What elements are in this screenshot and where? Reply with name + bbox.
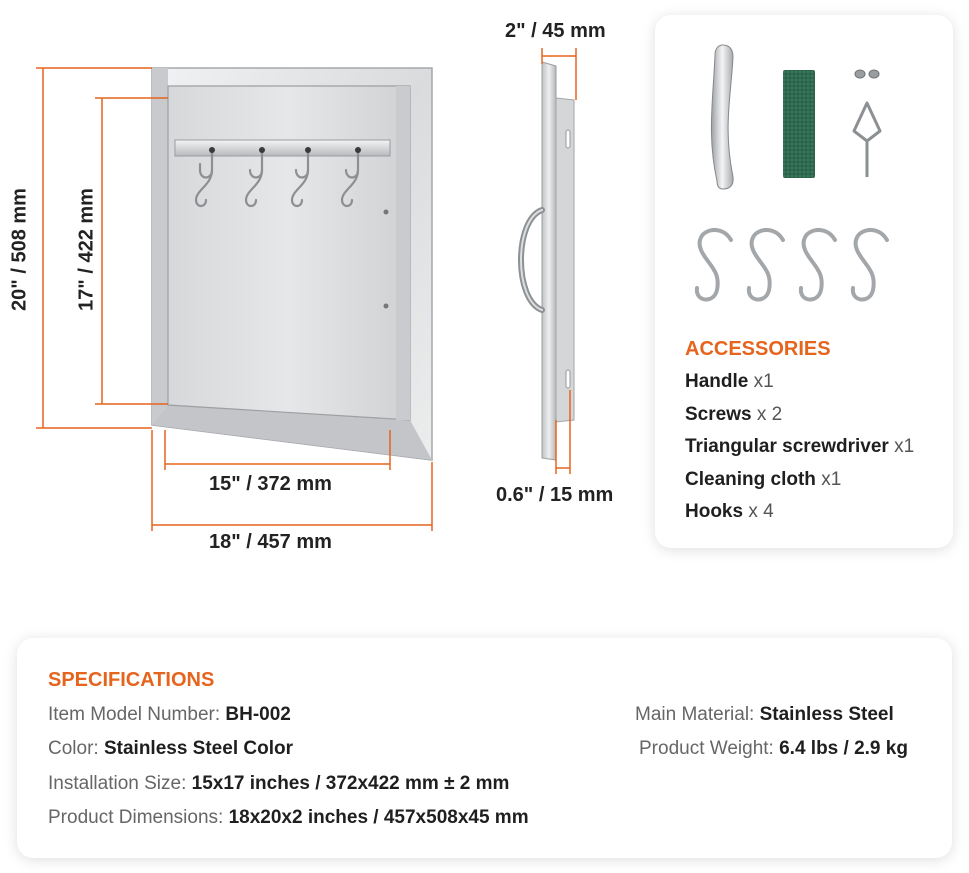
height-inner-label: 17" / 422 mm [75, 188, 98, 311]
spec-product-dimensions: Product Dimensions: 18x20x2 inches / 457x508x45 mm [48, 807, 529, 828]
spec-main-material: Main Material: Stainless Steel [635, 704, 894, 725]
accessory-images [655, 15, 953, 325]
screwdriver-icon [854, 103, 880, 177]
width-outer-label: 18" / 457 mm [209, 531, 332, 553]
screws-icon [855, 70, 879, 78]
accessory-screws: Screws x 2 [685, 404, 783, 425]
spec-model-number: Item Model Number: BH-002 [48, 704, 291, 725]
accessory-screwdriver: Triangular screwdriver x1 [685, 436, 915, 457]
accessory-handle: Handle x1 [685, 371, 774, 392]
specifications-card [17, 638, 952, 858]
accessories-title: ACCESSORIES [685, 338, 831, 360]
specifications-title: SPECIFICATIONS [48, 669, 215, 691]
width-inner-label: 15" / 372 mm [209, 473, 332, 495]
handle-icon [711, 45, 733, 189]
accessory-hooks: Hooks x 4 [685, 501, 774, 522]
door-side-illustration [470, 0, 650, 500]
hook-icon [697, 230, 887, 300]
depth-total-label: 2" / 45 mm [505, 20, 606, 42]
accessory-cloth: Cleaning cloth x1 [685, 469, 842, 490]
height-outer-label: 20" / 508 mm [8, 188, 31, 311]
cleaning-cloth-icon [783, 70, 815, 178]
accessories-card [655, 15, 953, 548]
spec-installation-size: Installation Size: 15x17 inches / 372x422 mm ± 2 mm [48, 773, 510, 794]
spec-product-weight: Product Weight: 6.4 lbs / 2.9 kg [639, 738, 908, 759]
side-handle [521, 210, 542, 310]
spec-color: Color: Stainless Steel Color [48, 738, 293, 759]
depth-flange-label: 0.6" / 15 mm [496, 484, 614, 506]
